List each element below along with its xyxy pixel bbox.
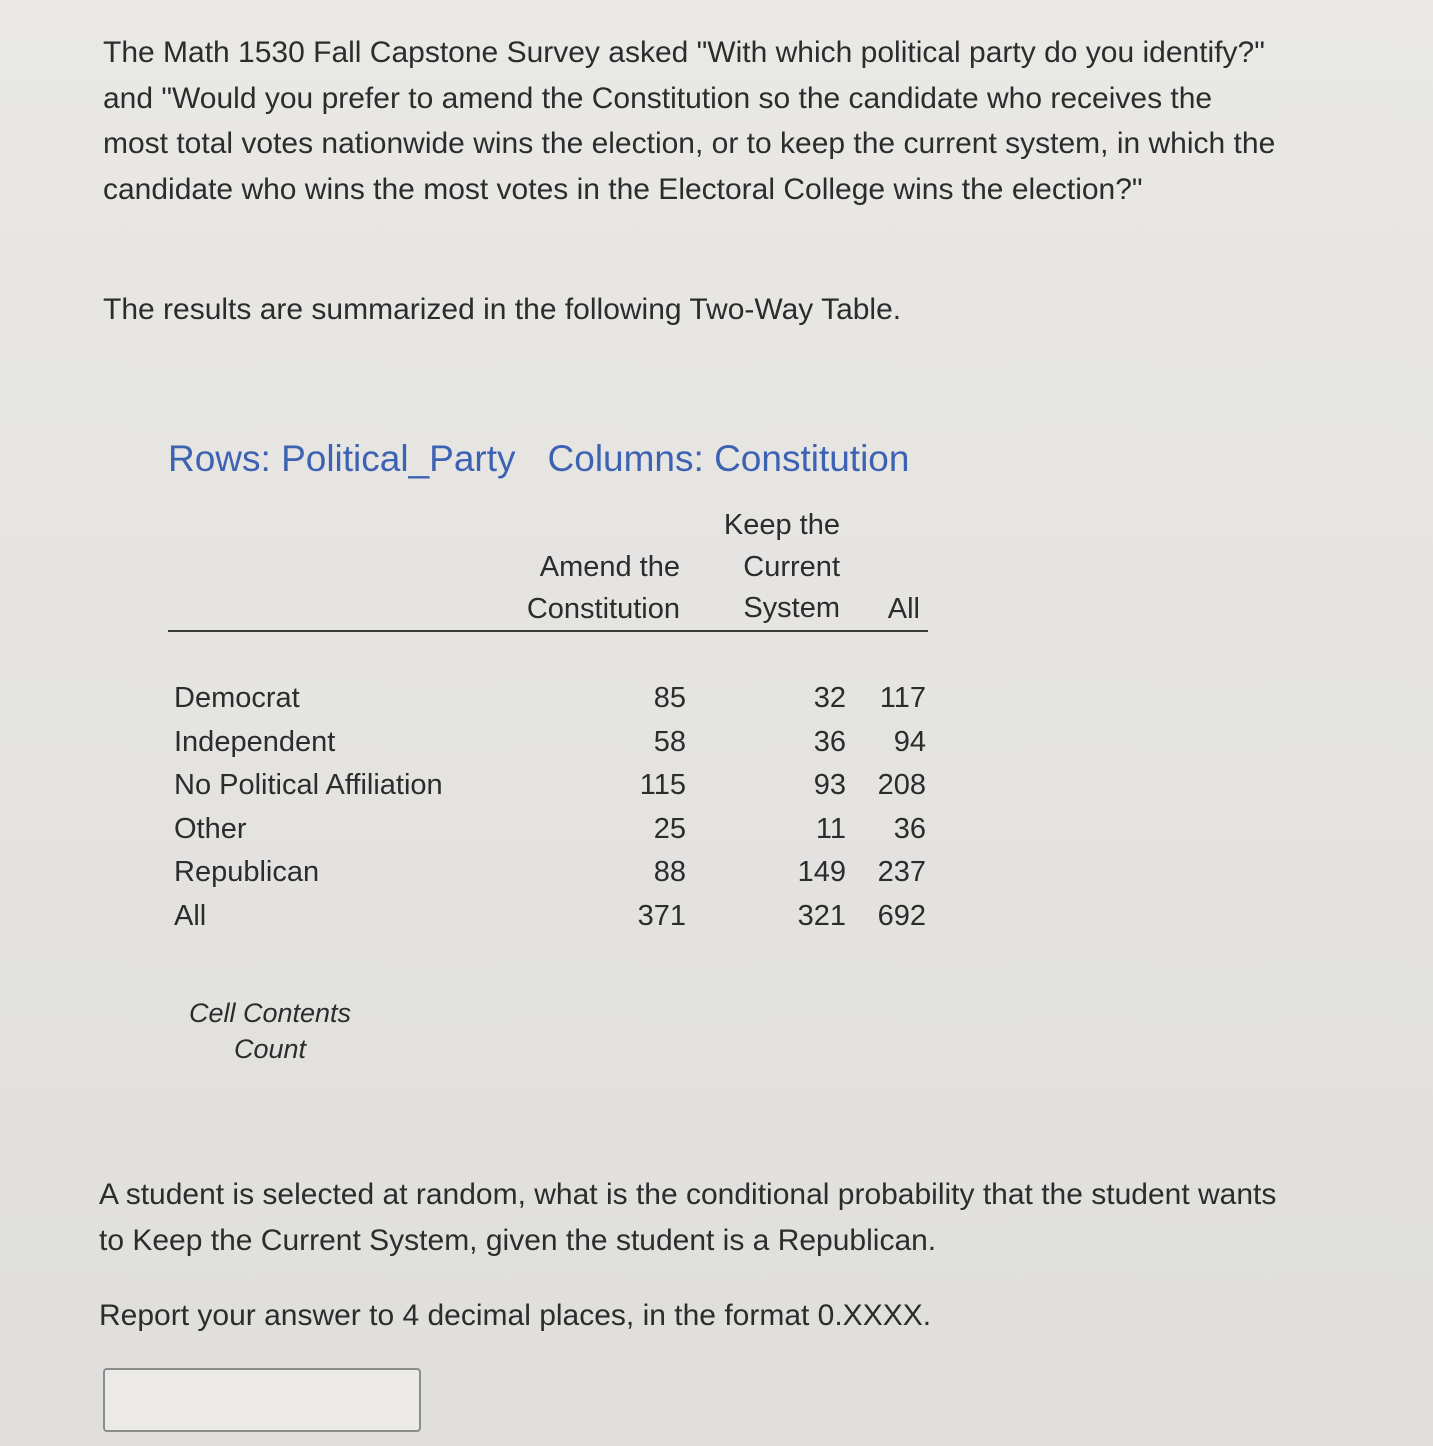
cell-keep: 93 bbox=[813, 769, 846, 801]
cell-amend: 115 bbox=[639, 769, 686, 801]
cell-amend: 371 bbox=[637, 899, 686, 932]
cell-amend: 58 bbox=[653, 725, 686, 758]
answer-input[interactable] bbox=[103, 1368, 421, 1432]
row-label: All bbox=[174, 899, 207, 932]
cell-amend: 25 bbox=[653, 812, 686, 845]
cell-all: 237 bbox=[877, 856, 926, 888]
cell-all: 117 bbox=[879, 682, 926, 714]
cell-keep: 36 bbox=[813, 725, 846, 758]
table-row-other bbox=[174, 808, 928, 852]
survey-intro-text: The Math 1530 Fall Capstone Survey asked "With which political party do you identify?" and "Would you prefer to amend the Constitution so the candidate who receives the most total votes nationwide wins the election, or to keep the current system, in which the candidate who wins the most votes in the Electoral College wins the election?" bbox=[103, 36, 1276, 206]
column-header-all: All bbox=[887, 593, 920, 625]
rows-title: Rows: Political_Party bbox=[168, 438, 516, 479]
row-label: Independent bbox=[174, 725, 336, 758]
cell-all: 692 bbox=[877, 899, 926, 932]
table-row-independent bbox=[174, 721, 928, 765]
column-header-amend: Amend the Constitution bbox=[526, 551, 680, 625]
answer-format-instruction: Report your answer to 4 decimal places, in the format 0.XXXX. bbox=[99, 1299, 932, 1332]
row-label: No Political Affiliation bbox=[174, 769, 443, 801]
cell-amend: 88 bbox=[653, 856, 686, 888]
question-text: A student is selected at random, what is the conditional probability that the student wants to Keep the Current System, given the student is a Republican. bbox=[99, 1178, 1277, 1257]
cell-all: 94 bbox=[893, 725, 926, 758]
summary-text: The results are summarized in the following Two-Way Table. bbox=[103, 293, 902, 326]
table-row-all bbox=[174, 895, 928, 939]
cell-amend: 85 bbox=[653, 682, 686, 714]
columns-title: Columns: Constitution bbox=[547, 438, 910, 479]
cell-keep: 11 bbox=[815, 812, 846, 845]
cell-keep: 32 bbox=[813, 682, 846, 714]
table-row-republican bbox=[174, 851, 928, 895]
table-row-democrat bbox=[174, 677, 928, 721]
cell-all: 36 bbox=[893, 812, 926, 845]
column-header-keep: Keep the Current System bbox=[723, 509, 840, 624]
cell-contents-legend: Cell Contents Count bbox=[188, 998, 352, 1064]
table-body bbox=[174, 677, 928, 938]
table-row-no-affiliation bbox=[174, 764, 928, 808]
table-title bbox=[168, 432, 909, 486]
cell-keep: 321 bbox=[797, 899, 846, 932]
row-label: Republican bbox=[174, 856, 320, 888]
header-rule bbox=[168, 630, 928, 632]
cell-all: 208 bbox=[877, 769, 926, 801]
row-label: Democrat bbox=[174, 682, 300, 714]
cell-keep: 149 bbox=[797, 856, 846, 888]
row-label: Other bbox=[174, 812, 247, 845]
